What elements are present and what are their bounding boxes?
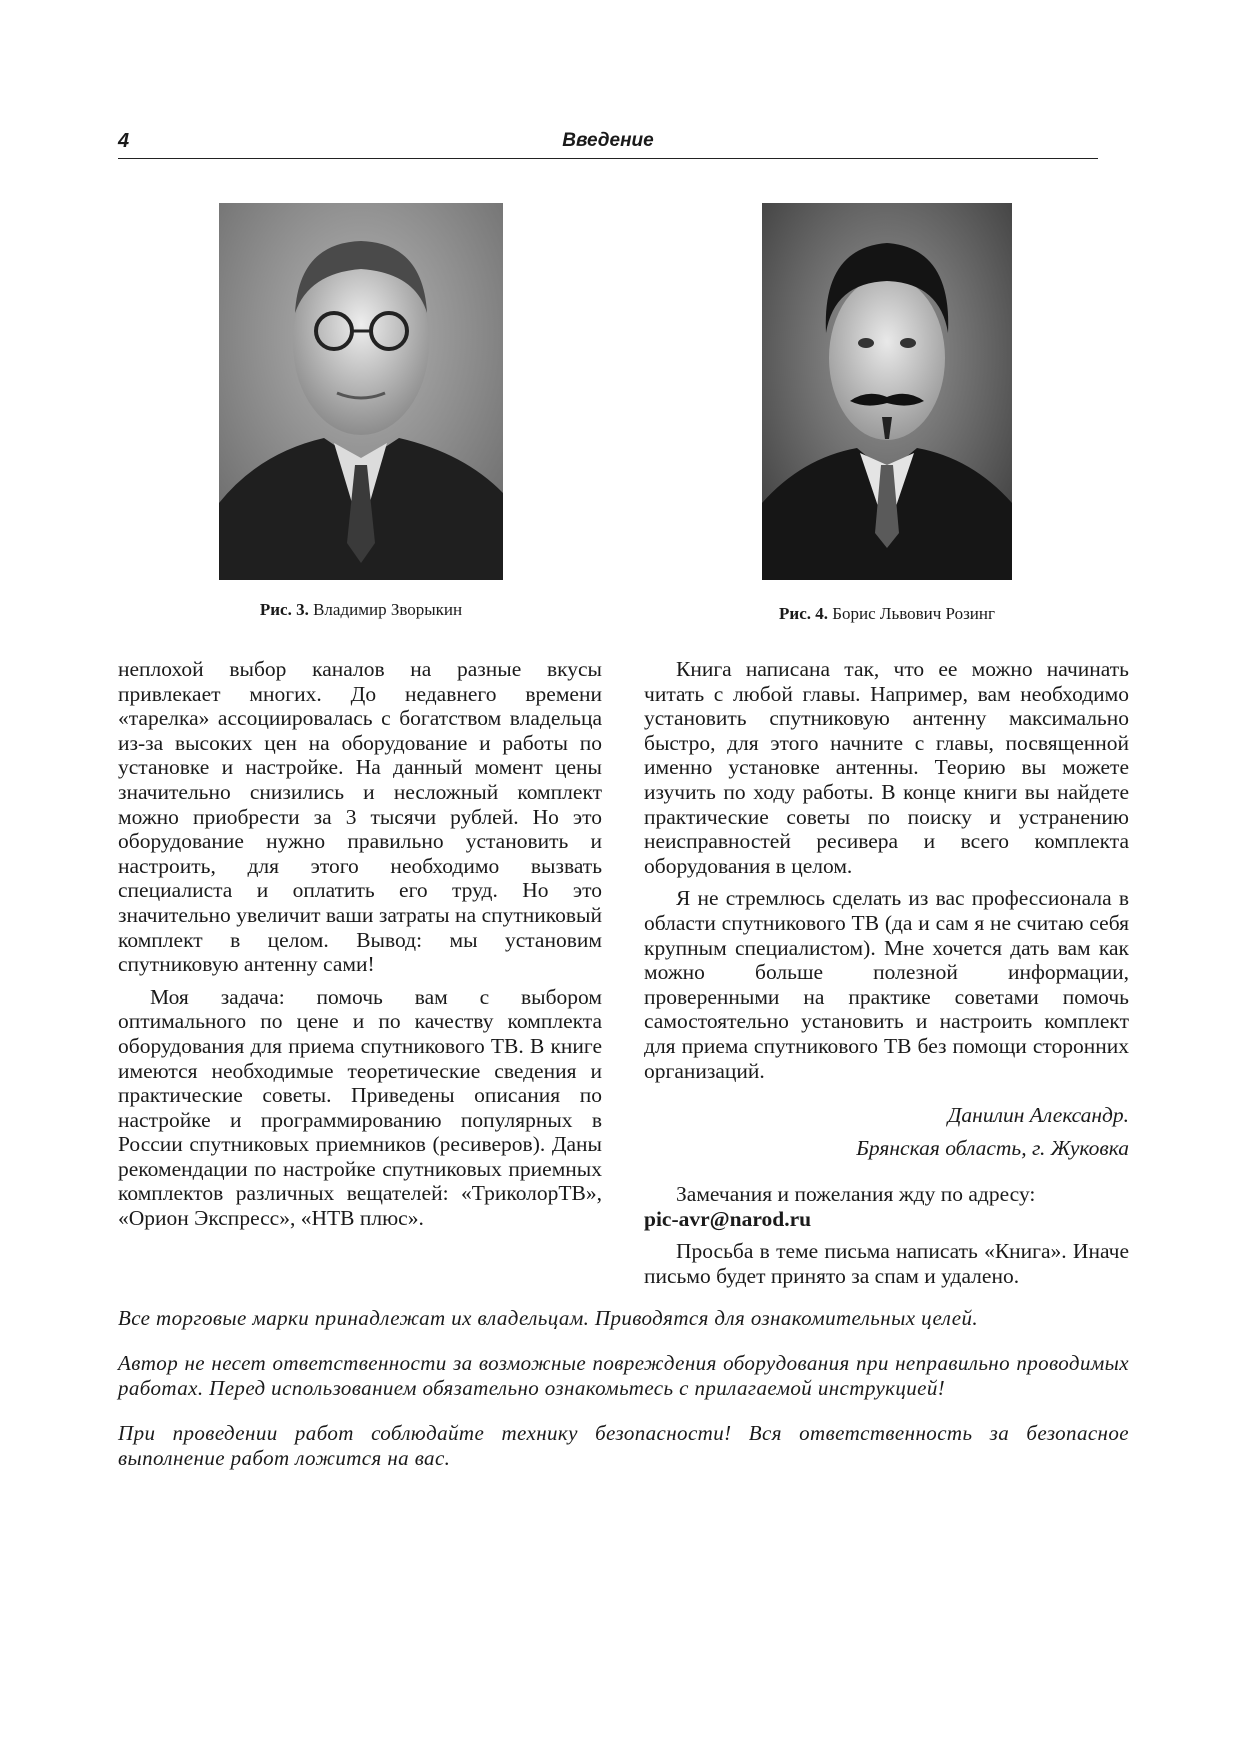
figure-number: Рис. 3. (259, 600, 309, 619)
figure-number: Рис. 4. (779, 604, 829, 623)
figure-caption-4 (720, 604, 1054, 624)
right-column (644, 657, 1129, 1297)
note: Автор не несет ответственности за возможные повреждения оборудования при неправильно проводимых работах. Перед использованием обязательно ознакомьтесь с прилагаемой инструкцией! (118, 1351, 1129, 1400)
author-signature (644, 1103, 1129, 1160)
signature-place: Брянская область, г. Жуковка (856, 1135, 1129, 1160)
paragraph: неплохой выбор каналов на разные вкусы привлекает многих. До недавнего времени «тарелка» ассоциировалась с богатством владельца из-за высоких цен на оборудование и работы по установке и настройке. На данный момент цены значительно снизились и несложный комплект можно приобрести за 3 тысячи рублей. Но это оборудование нужно правильно установить и настроить, для этого необходимо вызвать специалиста и оплатить его труд. Но это значительно увеличит ваши затраты на спутниковый комплект в целом. Вывод: мы установим спутниковую антенну сами! (118, 657, 602, 977)
paragraph: Моя задача: помочь вам с выбором оптимального по цене и по качеству комплекта оборудования для приема спутникового ТВ. В книге имеются необходимые теоретические сведения и практические советы. Приведены описания по настройке и программированию популярных в России спутниковых приемников (ресиверов). Даны рекомендации по настройке спутниковых приемных комплектов различных вещателей: «ТриколорТВ», «Орион Экспресс», «НТВ плюс». (118, 984, 602, 1231)
paragraph: Просьба в теме письма написать «Книга». Иначе письмо будет принято за спам и удалено. (644, 1239, 1129, 1289)
paragraph: Книга написана так, что ее можно начинать читать с любой главы. Например, вам необходимо установить спутниковую антенну максимально быстро, для этого начните с главы, посвященной именно установке антенны. Теорию вы можете изучить по ходу работы. В конце книги вы найдете практические советы по поиску и устранению неисправностей ресивера и всего комплекта оборудования в целом. (644, 657, 1129, 878)
email-address: pic-avr@narod.ru (644, 1206, 812, 1231)
portrait-photo-rosing (762, 203, 1012, 580)
disclaimer-notes (118, 1306, 1129, 1491)
note: Все торговые марки принадлежат их владельцам. Приводятся для ознакомительных целей. (118, 1306, 979, 1330)
note: При проведении работ соблюдайте технику безопасности! Вся ответственность за безопасное выполнение работ ложится на вас. (118, 1421, 1129, 1470)
portrait-photo-zworykin (219, 203, 503, 580)
page-header (118, 128, 1098, 159)
paragraph: Я не стремлюсь сделать из вас профессионала в области спутникового ТВ (да и сам я не считаю себя крупным специалистом). Мне хочется дать вам как можно больше полезной информации, проверенными на практике советами помочь самостоятельно установить и настроить комплект для приема спутникового ТВ без помощи сторонних организаций. (644, 886, 1129, 1083)
figure-caption-text: Владимир Зворыкин (313, 600, 463, 619)
signature-name: Данилин Александр. (947, 1103, 1129, 1128)
figure-caption-3 (219, 600, 503, 620)
figure-caption-text: Борис Львович Розинг (832, 604, 995, 623)
left-column (118, 657, 602, 1239)
contact-paragraph: Замечания и пожелания жду по адресу: (676, 1182, 1036, 1207)
page-number: 4 (118, 130, 130, 152)
running-title: Введение (562, 130, 654, 151)
